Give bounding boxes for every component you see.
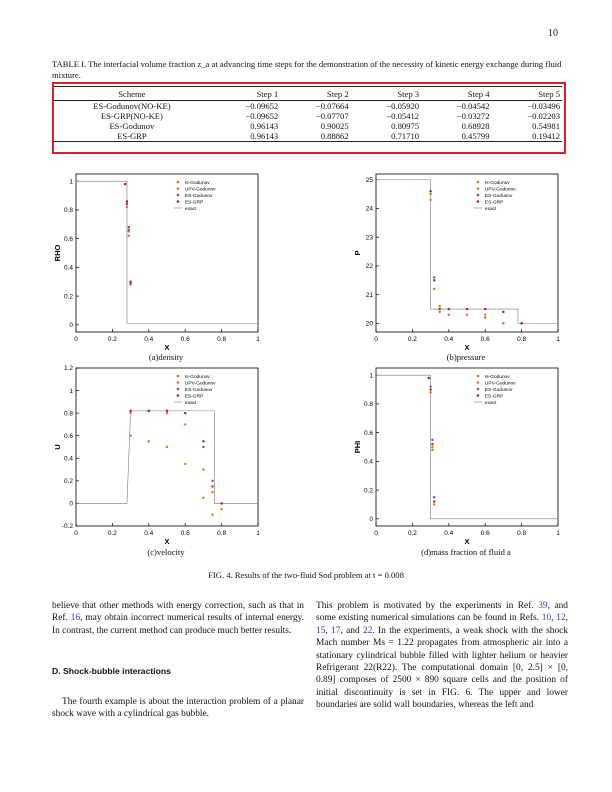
legend-label: Is-Godunov xyxy=(484,375,510,380)
legend-marker xyxy=(177,181,180,184)
plot-frame xyxy=(76,174,258,332)
data-point xyxy=(431,443,433,445)
x-tick-label: 0 xyxy=(74,336,78,343)
exact-solution-line xyxy=(376,180,558,324)
legend-marker xyxy=(177,375,180,378)
data-point xyxy=(202,468,204,470)
x-tick-label: 0.4 xyxy=(144,530,154,537)
data-point xyxy=(520,322,522,324)
reference-link[interactable]: 12 xyxy=(556,613,566,624)
velocity-plot xyxy=(52,362,264,548)
text-span: , xyxy=(565,613,568,624)
pressure-plot xyxy=(352,168,564,354)
exact-solution-line xyxy=(76,181,258,323)
table-cell: 0.88862 xyxy=(280,131,350,142)
text-span: , xyxy=(551,613,557,624)
legend-label: UPV-Godunov xyxy=(184,381,216,387)
table-header: Step 5 xyxy=(492,87,562,101)
y-tick-label: 22 xyxy=(365,263,373,271)
reference-link[interactable]: 10 xyxy=(541,613,552,624)
data-point xyxy=(433,276,435,278)
table-cell: 0.80975 xyxy=(391,121,420,131)
data-point xyxy=(433,500,435,502)
x-tick-label: 0.4 xyxy=(444,336,454,343)
x-axis-label: X xyxy=(464,537,470,546)
table-cell: −0.09652 xyxy=(245,111,279,121)
x-tick-label: 0.2 xyxy=(107,336,117,343)
data-point xyxy=(433,503,435,505)
reference-link[interactable]: 22 xyxy=(363,625,373,636)
x-tick-label: 1 xyxy=(556,530,560,537)
text-span: , xyxy=(325,625,332,636)
legend-label: ES-Godunov xyxy=(184,388,213,393)
x-tick-label: 0.2 xyxy=(407,530,417,537)
table-cell: 0.71710 xyxy=(351,131,421,142)
density-caption: (a)density xyxy=(148,352,184,362)
data-point xyxy=(429,199,431,201)
legend-marker xyxy=(477,187,480,190)
y-axis-label: P xyxy=(353,250,362,256)
exact-solution-line xyxy=(376,375,558,519)
data-point xyxy=(439,308,441,310)
data-point xyxy=(220,508,222,510)
data-point xyxy=(439,305,441,307)
reference-link[interactable]: 17 xyxy=(331,625,341,636)
y-tick-label: 0.6 xyxy=(363,429,373,437)
legend-label: ES-GRP xyxy=(484,200,504,206)
data-point xyxy=(428,377,430,379)
legend-label: ES-GRP xyxy=(484,394,504,400)
data-point xyxy=(466,314,468,316)
table-cell: ES-GRP(NO-KE) xyxy=(100,111,163,121)
figure-caption: FIG. 4. Results of the two-fluid Sod problem at t = 0.008 xyxy=(208,570,404,580)
legend-marker xyxy=(477,394,480,397)
data-point xyxy=(484,308,486,310)
y-tick-label: 0.4 xyxy=(63,455,73,463)
y-tick-label: 0.8 xyxy=(63,410,73,418)
x-tick-label: 0.2 xyxy=(107,530,117,537)
table-cell: 0.96143 xyxy=(250,121,279,131)
legend-marker xyxy=(177,388,180,391)
legend-label: exact xyxy=(484,401,497,406)
x-tick-label: 1 xyxy=(256,530,260,537)
mass-fraction-plot xyxy=(352,362,564,548)
y-tick-label: 0 xyxy=(69,500,73,508)
y-tick-label: 0.2 xyxy=(363,487,373,495)
data-point xyxy=(439,311,441,313)
data-point xyxy=(429,391,431,393)
plot-frame xyxy=(376,368,558,526)
y-tick-label: 0.6 xyxy=(63,235,73,243)
table-cell: −0.05920 xyxy=(386,101,420,111)
legend-marker xyxy=(477,181,480,184)
table-header: Scheme xyxy=(54,87,210,101)
table-cell: 0.19412 xyxy=(492,131,562,142)
table-cell: 0.54981 xyxy=(532,121,560,131)
text-span: , and xyxy=(340,625,363,636)
x-axis-label: X xyxy=(464,343,470,352)
y-tick-label: 1 xyxy=(369,372,373,380)
table-cell: 0.90025 xyxy=(320,121,349,131)
legend-label: UPV-Godunov xyxy=(184,187,216,193)
text-span: This problem is motivated by the experiments in Ref. xyxy=(316,601,539,611)
y-tick-label: 24 xyxy=(365,205,373,213)
data-point xyxy=(502,322,504,324)
table-cell: ES-Godunov(NO-KE) xyxy=(93,101,171,111)
data-point xyxy=(211,514,213,516)
table-row xyxy=(54,111,562,121)
x-tick-label: 0.8 xyxy=(217,336,227,343)
data-point xyxy=(202,440,204,442)
right-column xyxy=(316,600,568,712)
table-cell: −0.05412 xyxy=(386,111,420,121)
legend-marker xyxy=(177,187,180,190)
section-heading: D. Shock-bubble interactions xyxy=(52,666,171,677)
table-cell: −0.03496 xyxy=(527,101,560,111)
y-tick-label: 0.8 xyxy=(363,401,373,409)
table-cell: −0.09652 xyxy=(245,101,279,111)
y-tick-label: 0.4 xyxy=(363,458,373,466)
data-point xyxy=(429,385,431,387)
x-tick-label: 0.8 xyxy=(517,530,527,537)
legend-label: UPV-Godunov xyxy=(484,187,516,193)
y-tick-label: 21 xyxy=(365,291,373,299)
legend-label: ES-GRP xyxy=(184,200,204,206)
legend-marker xyxy=(477,200,480,203)
x-tick-label: 0 xyxy=(74,530,78,537)
data-point xyxy=(184,463,186,465)
legend-label: ES-Godunov xyxy=(484,194,513,199)
table-header-row xyxy=(54,87,562,101)
data-point xyxy=(433,496,435,498)
exact-solution-line xyxy=(76,411,258,504)
reference-link[interactable]: 15 xyxy=(316,625,326,636)
table-row xyxy=(54,121,562,131)
data-point xyxy=(129,435,131,437)
legend-marker xyxy=(177,381,180,384)
y-tick-label: 0 xyxy=(369,516,373,524)
legend-label: ES-GRP xyxy=(184,394,204,400)
x-tick-label: 0.8 xyxy=(217,530,227,537)
data-point xyxy=(126,200,128,202)
data-point xyxy=(124,183,126,185)
data-point xyxy=(211,480,213,482)
table-row xyxy=(54,101,562,112)
y-tick-label: 1.2 xyxy=(63,365,73,373)
x-tick-label: 0.4 xyxy=(444,530,454,537)
y-tick-label: 1 xyxy=(69,387,73,395)
text-span: . In the experiments, a weak shock with the shock Mach number Ms = 1.22 propagates from atmospheric air into a stationary cylindrical bubble filled with lighter helium or heavier Refrigerant 22(R22). The computational domain [0, 2.5] × [0, 0.89] composes of 2500 × 890 square cells and the position of initial discontinuity is set in FIG. 6. The upper and lower boundaries are solid wall boundaries, whereas the left and xyxy=(316,625,568,711)
data-point xyxy=(166,412,168,414)
legend-label: ES-Godunov xyxy=(484,388,513,393)
y-tick-label: -0.2 xyxy=(61,523,73,531)
data-point xyxy=(466,308,468,310)
x-axis-label: X xyxy=(164,537,170,546)
legend-marker xyxy=(177,194,180,197)
legend-label: exact xyxy=(184,207,197,212)
x-tick-label: 0.6 xyxy=(180,336,190,343)
data-point xyxy=(433,279,435,281)
data-point xyxy=(148,410,150,412)
data-point xyxy=(429,190,431,192)
legend-label: exact xyxy=(184,401,197,406)
reference-link[interactable]: 16 xyxy=(70,613,81,624)
x-tick-label: 0.6 xyxy=(480,336,490,343)
x-tick-label: 0 xyxy=(374,336,378,343)
y-axis-label: RHO xyxy=(53,244,62,262)
data-point xyxy=(184,412,186,414)
y-tick-label: 0.4 xyxy=(63,264,73,272)
y-tick-label: 0.2 xyxy=(63,293,73,301)
x-tick-label: 0 xyxy=(374,530,378,537)
table-header: Step 3 xyxy=(351,87,421,101)
y-tick-label: 0.8 xyxy=(63,207,73,215)
legend-marker xyxy=(477,375,480,378)
data-point xyxy=(220,502,222,504)
table-cell: ES-Godunov xyxy=(109,121,155,131)
data-point xyxy=(202,497,204,499)
velocity-caption: (c)velocity xyxy=(147,547,185,557)
page-number: 10 xyxy=(548,28,558,39)
data-point xyxy=(431,439,433,441)
legend-marker xyxy=(177,200,180,203)
legend-label: Is-Godunov xyxy=(184,375,210,380)
y-tick-label: 20 xyxy=(365,320,373,328)
table-cell: 0.68928 xyxy=(461,121,490,131)
legend-marker xyxy=(177,394,180,397)
data-point xyxy=(129,412,131,414)
table-cell: −0.02203 xyxy=(527,111,560,121)
y-axis-label: PHI xyxy=(353,440,362,454)
legend-marker xyxy=(477,388,480,391)
legend-label: Is-Godunov xyxy=(484,181,510,186)
data-point xyxy=(448,314,450,316)
legend-marker xyxy=(477,194,480,197)
x-axis-label: X xyxy=(164,343,170,352)
data-point xyxy=(166,446,168,448)
table-caption: TABLE I. The interfacial volume fraction z_a at advancing time steps for the demonstration of the necessity of kinetic energy exchange during fluid mixture. xyxy=(52,59,562,80)
y-axis-label: U xyxy=(53,444,62,450)
data-point xyxy=(433,288,435,290)
table-cell: ES-GRP xyxy=(54,131,210,142)
y-tick-label: 1 xyxy=(69,178,73,186)
data-point xyxy=(184,423,186,425)
legend-label: ES-Godunov xyxy=(184,194,213,199)
data-point xyxy=(431,449,433,451)
data-point xyxy=(126,206,128,208)
x-tick-label: 0.4 xyxy=(144,336,154,343)
table-cell: −0.07707 xyxy=(315,111,349,121)
table-header: Step 1 xyxy=(210,87,280,101)
data-point xyxy=(129,281,131,283)
table-header: Step 2 xyxy=(280,87,350,101)
data-point xyxy=(502,311,504,313)
table-cell: −0.03272 xyxy=(456,111,490,121)
x-tick-label: 0.6 xyxy=(180,530,190,537)
table-cell: −0.04542 xyxy=(456,101,490,111)
y-tick-label: 0.6 xyxy=(63,432,73,440)
data-point xyxy=(448,308,450,310)
data-point xyxy=(129,410,131,412)
x-tick-label: 0.6 xyxy=(480,530,490,537)
x-tick-label: 0.2 xyxy=(407,336,417,343)
table-cell: −0.07664 xyxy=(315,101,349,111)
data-point xyxy=(429,193,431,195)
mass-fraction-caption: (d)mass fraction of fluid a xyxy=(421,547,511,557)
paragraph xyxy=(316,600,568,712)
reference-link[interactable]: 39 xyxy=(538,601,548,611)
paragraph xyxy=(52,600,304,637)
data-point xyxy=(128,226,130,228)
text-span: believe that other methods with energy correction, such as that in Ref. xyxy=(52,601,304,624)
data-point xyxy=(484,314,486,316)
left-column xyxy=(52,600,304,720)
data-point xyxy=(429,388,431,390)
text-span: , may obtain incorrect numerical results of internal energy. In contrast, the current method can produce much better results. xyxy=(52,613,304,636)
table-row xyxy=(54,131,562,142)
table-header: Step 4 xyxy=(421,87,491,101)
x-tick-label: 0.8 xyxy=(517,336,527,343)
data-point xyxy=(202,446,204,448)
table-cell: 0.96143 xyxy=(210,131,280,142)
data-point xyxy=(128,235,130,237)
y-tick-label: 25 xyxy=(365,176,373,184)
pressure-caption: (b)pressure xyxy=(446,352,486,362)
y-tick-label: 0.2 xyxy=(63,478,73,486)
x-tick-label: 1 xyxy=(556,336,560,343)
y-tick-label: 23 xyxy=(365,234,373,242)
legend-label: UPV-Godunov xyxy=(484,381,516,387)
legend-label: exact xyxy=(484,207,497,212)
x-tick-label: 1 xyxy=(256,336,260,343)
data-point xyxy=(484,316,486,318)
text-span: , and some existing numerical simulations can be found in Refs. xyxy=(316,601,568,624)
data-point xyxy=(211,485,213,487)
data-point xyxy=(148,440,150,442)
density-plot xyxy=(52,168,264,354)
legend-label: Is-Godunov xyxy=(184,181,210,186)
data-point xyxy=(431,446,433,448)
table-cell: 0.45799 xyxy=(421,131,491,142)
paragraph: The fourth example is about the interaction problem of a planar shock wave with a cylindrical gas bubble. xyxy=(52,696,304,720)
data-point xyxy=(126,203,128,205)
data-point xyxy=(166,410,168,412)
data-point xyxy=(128,229,130,231)
legend-marker xyxy=(477,381,480,384)
data-point xyxy=(211,491,213,493)
y-tick-label: 0 xyxy=(69,322,73,330)
results-table xyxy=(54,86,562,142)
